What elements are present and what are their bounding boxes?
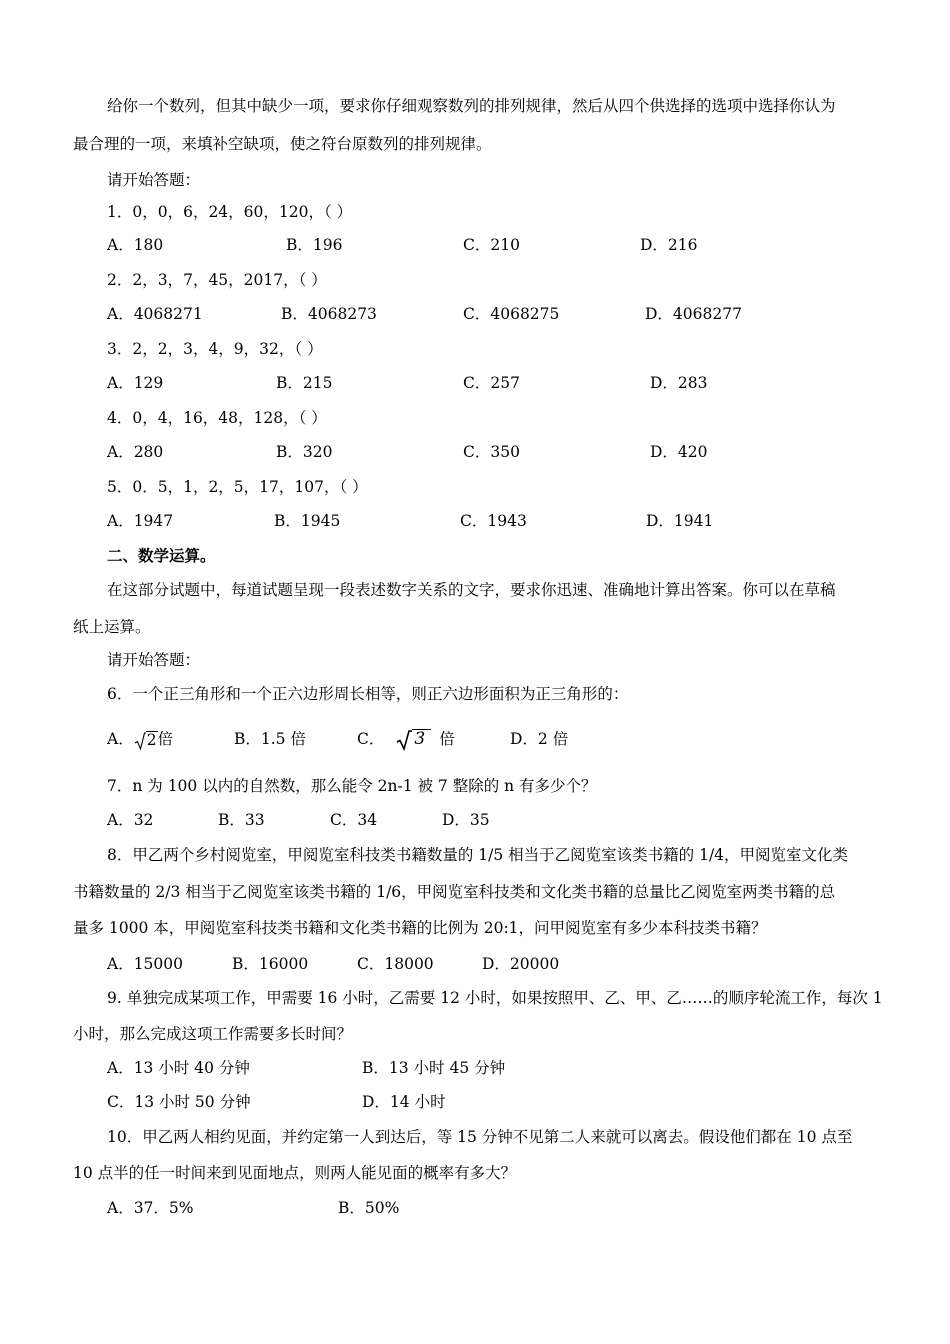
option-b: B．1.5 倍 (234, 730, 306, 748)
radicand: 2 (146, 730, 157, 749)
option-c: C．18000 (357, 955, 434, 973)
question-stem: 7．n 为 100 以内的自然数，那么能令 2n-1 被 7 整除的 n 有多少个？ (107, 777, 597, 795)
question-stem-line-3: 量多 1000 本，甲阅览室科技类书籍和文化类书籍的比例为 20:1，问甲阅览室有多少本科技类书籍？ (73, 919, 767, 937)
radicand: 3 (412, 729, 431, 748)
option-c: C．34 (330, 811, 378, 829)
option-b: B．50% (338, 1199, 400, 1217)
option-b: B．320 (276, 443, 333, 461)
option-a: A．37．5% (107, 1199, 194, 1217)
option-a (107, 729, 173, 751)
option-d: D．283 (650, 374, 708, 392)
option-a-label: A． (107, 730, 134, 748)
question-stem-line-2: 书籍数量的 2/3 相当于乙阅览室该类书籍的 1/6，甲阅览室科技类和文化类书籍的总量比乙阅览室两类书籍的总 (73, 883, 836, 901)
option-c-suffix: 倍 (439, 730, 455, 748)
radical-sign-icon (396, 729, 412, 751)
question-stem: 1．0，0，6，24，60，120，（ ） (107, 203, 353, 221)
option-a: A．129 (107, 374, 164, 392)
option-c: C．350 (463, 443, 520, 461)
option-b: B．196 (286, 236, 343, 254)
question-stem-line-1: 10．甲乙两人相约见面，并约定第一人到达后，等 15 分钟不见第二人来就可以离去。假设他们都在 10 点至 (107, 1128, 853, 1146)
radical-sign-icon (134, 731, 146, 751)
option-a: A．4068271 (107, 305, 203, 323)
option-a-suffix: 倍 (157, 730, 174, 748)
option-d: D．420 (650, 443, 708, 461)
option-d: D．216 (640, 236, 698, 254)
option-a: A．15000 (107, 955, 184, 973)
option-b: B．215 (276, 374, 333, 392)
question-stem: 4．0，4，16，48，128，（ ） (107, 409, 327, 427)
option-b: B．1945 (274, 512, 341, 530)
option-a: A．32 (107, 811, 154, 829)
start-prompt: 请开始答题： (107, 171, 201, 189)
question-stem-line-1: 9. 单独完成某项工作，甲需要 16 小时，乙需要 12 小时，如果按照甲、乙、甲、乙……的顺序轮流工作，每次 1 (107, 989, 883, 1007)
question-stem-line-2: 10 点半的任一时间来到见面地点，则两人能见面的概率有多大？ (73, 1164, 517, 1182)
question-stem: 2．2，3，7，45，2017，（ ） (107, 271, 327, 289)
option-d: D．1941 (646, 512, 714, 530)
question-stem: 3．2，2，3，4，9，32，（ ） (107, 340, 323, 358)
intro-line-2: 最合理的一项，来填补空缺项，使之符台原数列的排列规律。 (73, 135, 492, 153)
option-c: C．1943 (460, 512, 527, 530)
option-c: C．210 (463, 236, 520, 254)
section-heading: 二、数学运算。 (107, 546, 216, 565)
option-c-label: C． (357, 730, 385, 748)
question-stem-line-2: 小时，那么完成这项工作需要多长时间？ (73, 1025, 353, 1043)
question-stem: 6．一个正三角形和一个正六边形周长相等，则正六边形面积为正三角形的： (107, 685, 629, 703)
option-d: D．35 (442, 811, 490, 829)
sqrt-3-formula (396, 729, 431, 751)
option-c: C．13 小时 50 分钟 (107, 1093, 251, 1111)
option-d: D．20000 (482, 955, 560, 973)
option-b: B．4068273 (281, 305, 377, 323)
option-a: A．180 (107, 236, 164, 254)
question-stem-line-1: 8．甲乙两个乡村阅览室，甲阅览室科技类书籍数量的 1/5 相当于乙阅览室该类书籍的 1/4，甲阅览室文化类 (107, 846, 849, 864)
option-a: A．1947 (107, 512, 174, 530)
option-d: D．2 倍 (510, 730, 569, 748)
option-b: B．13 小时 45 分钟 (362, 1059, 506, 1077)
option-d: D．14 小时 (362, 1093, 446, 1111)
option-b: B．16000 (232, 955, 309, 973)
option-c (357, 729, 455, 751)
option-c: C．257 (463, 374, 520, 392)
option-a: A．280 (107, 443, 164, 461)
intro-line-1: 给你一个数列，但其中缺少一项，要求你仔细观察数列的排列规律，然后从四个供选择的选项中选择你认为 (107, 97, 836, 115)
option-b: B．33 (218, 811, 265, 829)
question-stem: 5．0．5，1，2，5，17，107，（ ） (107, 478, 368, 496)
section-desc-line-2: 纸上运算。 (73, 618, 151, 636)
section-desc-line-1: 在这部分试题中，每道试题呈现一段表述数字关系的文字，要求你迅速、准确地计算出答案。你可以在草稿 (107, 581, 836, 599)
start-prompt: 请开始答题： (107, 651, 201, 669)
option-c: C．4068275 (463, 305, 560, 323)
option-a: A．13 小时 40 分钟 (107, 1059, 250, 1077)
option-d: D．4068277 (645, 305, 742, 323)
sqrt-2-formula (134, 730, 158, 751)
